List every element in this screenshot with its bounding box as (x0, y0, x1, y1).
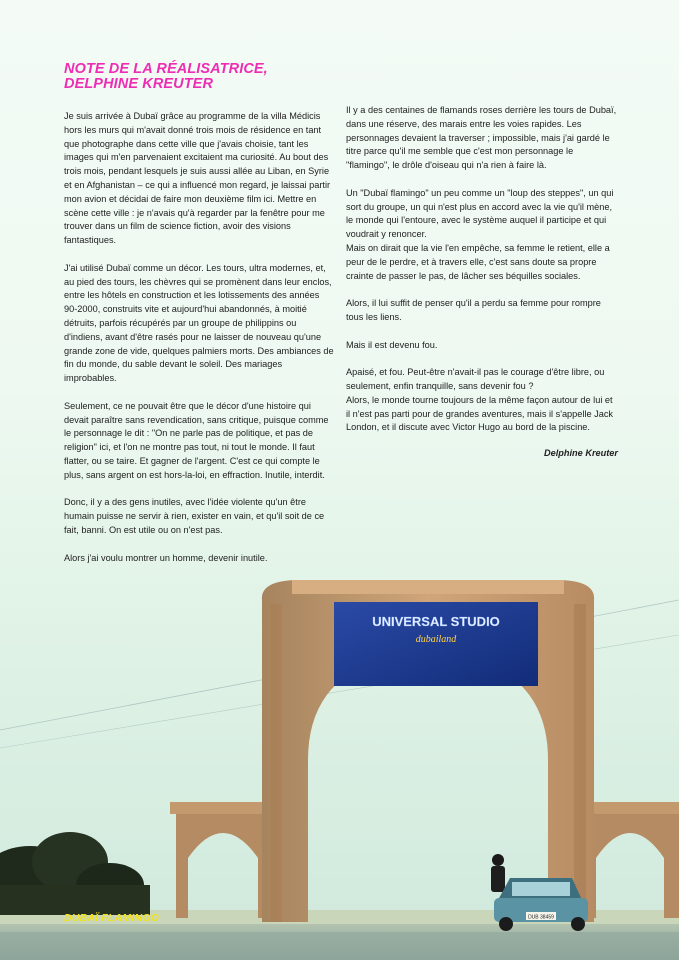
page-title-line-2: DELPHINE KREUTER (64, 75, 214, 92)
right-text-column (346, 104, 618, 461)
universal-studio-sign (334, 602, 538, 686)
tree (0, 832, 150, 915)
paragraph: Donc, il y a des gens inutiles, avec l'idée violente qu'un être humain puisse ne servir à rien, exister en vain, et qu'il soit de ce fait, banni. On est utile ou on n'est pas. (64, 497, 325, 535)
arch-photo (0, 540, 679, 960)
sign-title: UNIVERSAL STUDIO (372, 614, 500, 629)
sign-subtitle: dubailand (415, 634, 457, 645)
person (491, 854, 505, 892)
paragraph: Je suis arrivée à Dubaï grâce au programme de la villa Médicis hors les murs qui m'avait donné trois mois de résidence en tant que photographe dans cette ville que j'avais choisie, tant les images qui m'en parvenaient excitaient ma curiosité. Au bout des trois mois, pendant lesquels je suis aussi allée au Liban, en Syrie et en Afghanistan – ce qui a influencé mon regard, je laissai partir mon avion et décidai de faire mon deuxième film ici. Mettre en scène cette ville : je n'avais qu'à regarder par la fenêtre pour me trouver dans un film de science fiction, avoir des visions fantastiques. (64, 111, 331, 246)
footer-title: DUBAÏ FLAMINGO (64, 912, 159, 924)
paragraph: J'ai utilisé Dubaï comme un décor. Les tours, ultra modernes, et, au pied des tours, les chèvres qui se promènent dans leur enclos, entre les hôtels en construction et les lotissements des années 90-2000, construits vite et aujourd'hui abandonnés, à moitié détruits, parfois récupérés par un groupe de philippins ou d'indiens, avant d'être rasés pour ne laisser de nouveau qu'une grande zone de vide, quelques palmiers morts. Des ambiances de fin du monde, du sable devant le soleil. Des mariages improbables. (64, 262, 334, 384)
paragraph: Mais il est devenu fou. (346, 339, 438, 350)
paragraph: Un "Dubaï flamingo" un peu comme un "loup des steppes", un qui sort du groupe, un qui n'est plus en accord avec la vie qu'il mène, le monde qui l'entoure, avec le système auquel il participe et qui voudrait y renoncer. Mais on dirait que la vie l'en empêche, sa femme le retient, elle a peur de le perdre, et à travers elle, c'est sans doute sa propre crainte de passer le pas, de lâcher ses béquilles sociales. (346, 187, 614, 281)
page-title (64, 62, 334, 91)
paragraph: Alors, il lui suffit de penser qu'il a perdu sa femme pour rompre tous les liens. (346, 298, 601, 322)
page-title-line-1: NOTE DE LA RÉALISATRICE, (64, 61, 268, 77)
left-text-column (64, 110, 335, 579)
paragraph: Alors j'ai voulu montrer un homme, devenir inutile. (64, 552, 268, 563)
paragraph: Il y a des centaines de flamands roses derrière les tours de Dubaï, dans une réserve, des marais entre les voies rapides. Les personnages devaient la traverser ; impossible, mais j'ai gardé le titre parce qu'il me semble que c'est mon personnage le "flamingo", le drôle d'oiseau qui n'a rien à faire là. (346, 105, 617, 171)
author-signature: Delphine Kreuter (543, 447, 618, 458)
license-plate: DUB 38459 (528, 914, 554, 921)
paragraph: Apaisé, et fou. Peut-être n'avait-il pas le courage d'être libre, ou seulement, enfin tranquille, sans devenir fou ? Alors, le monde tourne toujours de la même façon autour de lui et il n'est pas parti pour de grandes aventures, mais il s'appelle Jack London, et il discute avec Victor Hugo au bord de la piscine. (346, 367, 614, 433)
paragraph: Seulement, ce ne pouvait être que le décor d'une histoire qui devait paraître sans revendication, sans critique, puisque comme le personnage le dit : "On ne parle pas de politique, et pas de religion" ici, et l'on ne montre pas tout, ni tout le monde. Il faut flatter, ou se taire. Et gagner de l'argent. C'est ce qui compte le plus, sans argent on est hors-la-loi, en effraction. Inutile, interdit. (64, 400, 329, 480)
